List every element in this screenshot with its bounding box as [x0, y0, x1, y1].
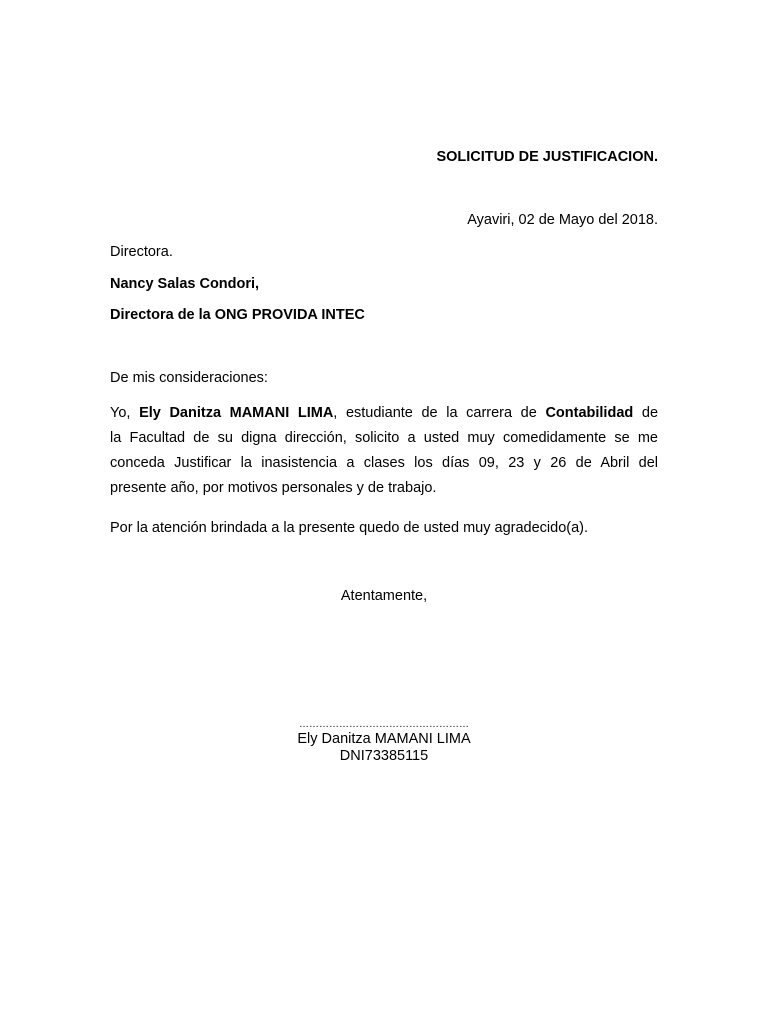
- body-paragraph: [110, 401, 658, 501]
- body-line-2: la Facultad de su digna dirección, solicito a usted muy comedidamente se me: [110, 430, 658, 446]
- recipient-name: Nancy Salas Condori,: [110, 276, 260, 292]
- closing-paragraph: Por la atención brindada a la presente quedo de usted muy agradecido(a).: [110, 520, 589, 536]
- signer-id: DNI73385115: [339, 748, 429, 764]
- body-line-4: presente año, por motivos personales y de trabajo.: [110, 480, 437, 496]
- greeting: De mis consideraciones:: [110, 370, 268, 386]
- recipient-role: Directora.: [110, 244, 173, 260]
- document-title: SOLICITUD DE JUSTIFICACION.: [436, 149, 658, 165]
- career-name: Contabilidad: [545, 405, 634, 421]
- signer-name: Ely Danitza MAMANI LIMA: [297, 731, 471, 747]
- signature-line: ……………………………………………: [299, 719, 469, 730]
- body-line-3: conceda Justificar la inasistencia a clases los días 09, 23 y 26 de Abril del: [110, 455, 658, 471]
- student-name: Ely Danitza MAMANI LIMA: [139, 405, 334, 421]
- date-line: Ayaviri, 02 de Mayo del 2018.: [467, 212, 658, 228]
- valediction: Atentamente,: [340, 588, 428, 604]
- recipient-position: Directora de la ONG PROVIDA INTEC: [110, 307, 365, 323]
- body-line-1: Yo, Ely Danitza MAMANI LIMA, estudiante de la carrera de Contabilidad de: [110, 405, 659, 421]
